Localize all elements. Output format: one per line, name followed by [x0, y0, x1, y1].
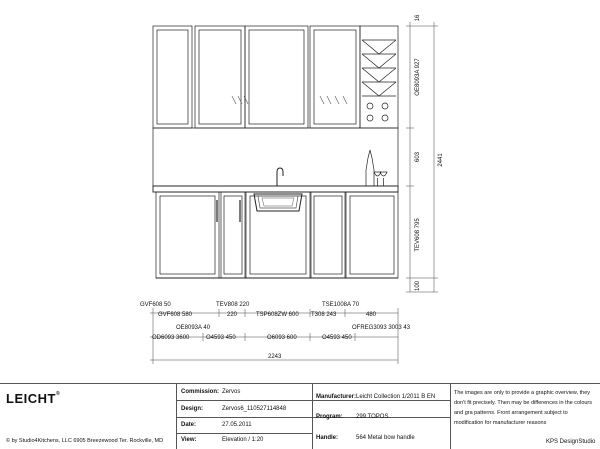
- base-cabinet-left: [156, 192, 219, 278]
- wine-rack-cabinet: [360, 26, 398, 128]
- program-label: Program:: [316, 414, 343, 420]
- view-label: View:: [181, 437, 197, 443]
- backsplash-panel: [153, 128, 398, 186]
- dim-label-oe8093a-40: OE8093A 40: [176, 325, 211, 331]
- decor-vase-and-glasses: [366, 150, 387, 186]
- dim-right-base: TEV608 795: [415, 218, 421, 252]
- disclaimer-text: The images are only to provide a graphic overview, they don't fit precisely. Then may be differences in the colours and gra patterns. Front arrangement subject to modification for manufacturer reasons: [454, 390, 593, 426]
- upper-cabinet-center-right: [310, 26, 360, 128]
- upper-cabinet-center-left: [195, 26, 248, 128]
- base-cabinet-right-narrow: [311, 192, 345, 278]
- dim-od6093-3600: OD6093 3600: [152, 335, 190, 341]
- design-label: Design:: [181, 406, 204, 412]
- countertop: [153, 186, 398, 192]
- upper-cabinet-center: [245, 26, 308, 128]
- dim-total-width: 2243: [268, 354, 282, 360]
- software-name: KPS DesignStudio: [546, 439, 596, 445]
- dim-label-tse1008a-70: TSE1008A 70: [322, 302, 360, 308]
- date-label: Date:: [181, 422, 197, 428]
- dim-right-16: 16: [415, 14, 421, 22]
- design-value: Zervos6_110527114848: [222, 406, 287, 412]
- dim-label-tev808-220: TEV808 220: [216, 302, 250, 308]
- dim-right-backsplash: 603: [415, 151, 421, 163]
- dim-o4593-450-right: O4593 450: [322, 335, 352, 341]
- dim-t308-243: T308 243: [311, 312, 337, 318]
- copyright-text: © by Studio4Kitchens, LLC 6905 Breezewood Ter. Rockville, MD: [6, 438, 164, 444]
- base-cabinet-narrow: [221, 192, 245, 278]
- handle-value: 564 Metal bow handle: [356, 435, 415, 441]
- sink: [254, 194, 302, 211]
- dim-gvf608-580: GVF608 580: [158, 312, 193, 318]
- leicht-logo: LEICHT®: [6, 391, 61, 406]
- base-cabinet-right: [346, 192, 398, 278]
- title-block: [0, 383, 600, 449]
- dim-o6093-600: O6093 600: [267, 335, 297, 341]
- dim-480: 480: [366, 312, 377, 318]
- dim-right-total: 2441: [438, 153, 444, 167]
- dim-o4593-450-left: O4593 450: [206, 335, 236, 341]
- commission-label: Commission:: [181, 389, 220, 395]
- dim-tsp608zw-600: TSP608ZW 600: [256, 312, 299, 318]
- faucet: [275, 168, 283, 186]
- manufacturer-label: Manufacturer:: [316, 394, 357, 400]
- program-value: 299 TOPOS: [356, 414, 389, 420]
- dim-label-ofreg3093: OFREG3093 3003 43: [352, 325, 411, 331]
- manufacturer-value: Leicht Collection 1/2011 B EN: [356, 394, 436, 400]
- view-value: Elevation / 1:20: [222, 437, 264, 443]
- dim-220: 220: [227, 312, 238, 318]
- handle-label: Handle:: [316, 435, 339, 441]
- dim-right-upper: OE8093A 927: [415, 58, 421, 96]
- commission-value: Zervos: [222, 389, 241, 395]
- dim-right-plinth: 100: [415, 280, 421, 292]
- date-value: 27.05.2011: [222, 422, 252, 428]
- dim-label-gvf608-50: GVF608 50: [140, 302, 171, 308]
- upper-cabinet-left: [153, 26, 192, 128]
